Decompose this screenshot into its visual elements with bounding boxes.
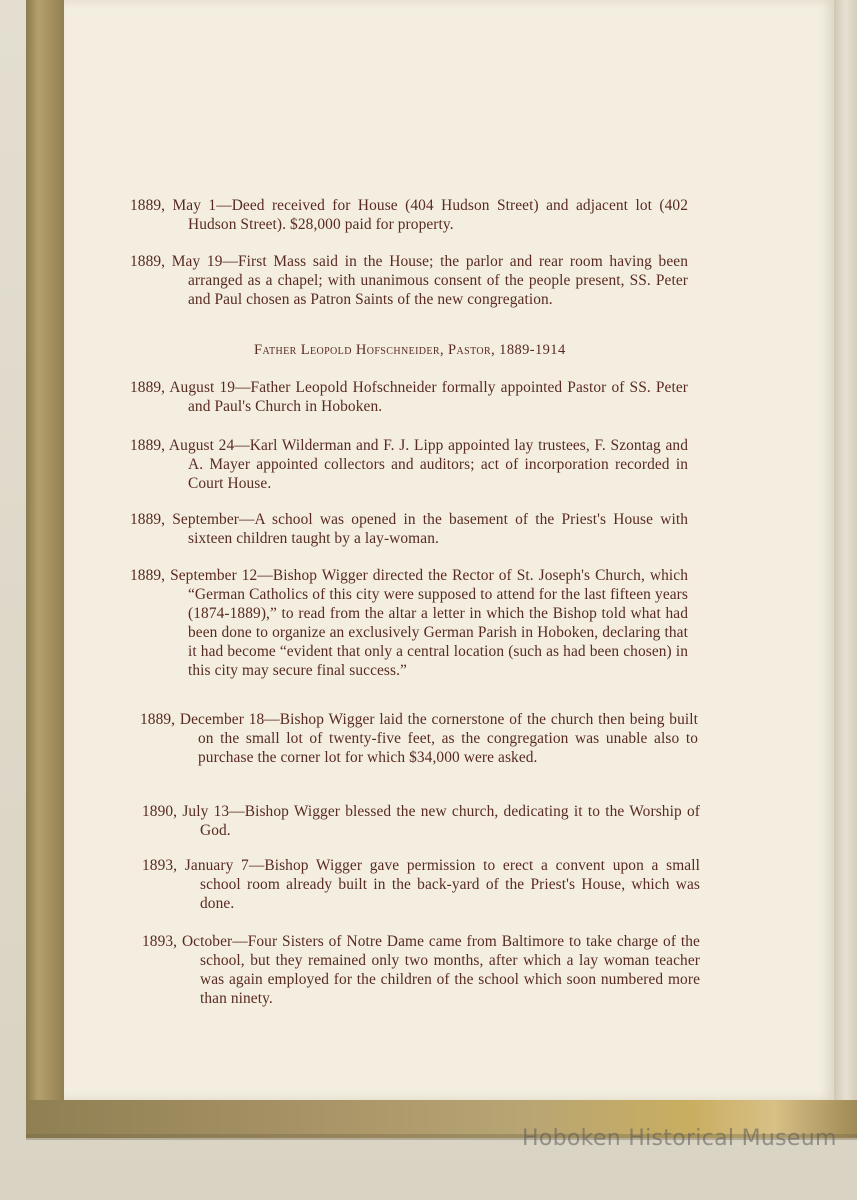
- entry-1889-september-12: 1889, September 12—Bishop Wigger directed the Rector of St. Joseph's Church, which “German Catholics of this city were supposed to attend for the last fifteen years (1874-1889),” to read from the altar a letter in which the Bishop told what had been done to organize an exclusively German Parish in Hoboken, declaring that it had become “evident that only a central location (such as had been chosen) in this city may secure final success.”: [130, 567, 688, 679]
- entry-1889-august-19: 1889, August 19—Father Leopold Hofschneider formally appointed Pastor of SS. Peter and Paul's Church in Hoboken.: [130, 379, 688, 415]
- museum-watermark: Hoboken Historical Museum: [522, 1126, 837, 1151]
- entry-1889-may-1: 1889, May 1—Deed received for House (404 Hudson Street) and adjacent lot (402 Hudson Street). $28,000 paid for property.: [130, 197, 688, 233]
- entry-1889-may-19: 1889, May 19—First Mass said in the House; the parlor and rear room having been arranged as a chapel; with unanimous consent of the people present, SS. Peter and Paul chosen as Patron Saints of the new congregation.: [130, 253, 688, 308]
- gold-border-left: [26, 0, 66, 1138]
- entry-1893-october: 1893, October—Four Sisters of Notre Dame came from Baltimore to take charge of the school, but they remained only two months, after which a lay woman teacher was again employed for the children of the school which soon numbered more than ninety.: [142, 933, 700, 1007]
- entry-1889-september: 1889, September—A school was opened in the basement of the Priest's House with sixteen children taught by a lay-woman.: [130, 511, 688, 547]
- section-heading-pastor: Father Leopold Hofschneider, Pastor, 1889-1914: [254, 342, 566, 358]
- entry-1889-december-18: 1889, December 18—Bishop Wigger laid the cornerstone of the church then being built on the small lot of twenty-five feet, as the congregation was unable also to purchase the corner lot for which $34,000 were asked.: [140, 711, 698, 766]
- entry-1890-july-13: 1890, July 13—Bishop Wigger blessed the new church, dedicating it to the Worship of God.: [142, 803, 700, 839]
- page-right-edge: [834, 0, 857, 1100]
- entry-1893-january-7: 1893, January 7—Bishop Wigger gave permission to erect a convent upon a small school room already built in the back-yard of the Priest's House, which was done.: [142, 857, 700, 912]
- entry-1889-august-24: 1889, August 24—Karl Wilderman and F. J. Lipp appointed lay trustees, F. Szontag and A. Mayer appointed collectors and auditors; act of incorporation recorded in Court House.: [130, 437, 688, 492]
